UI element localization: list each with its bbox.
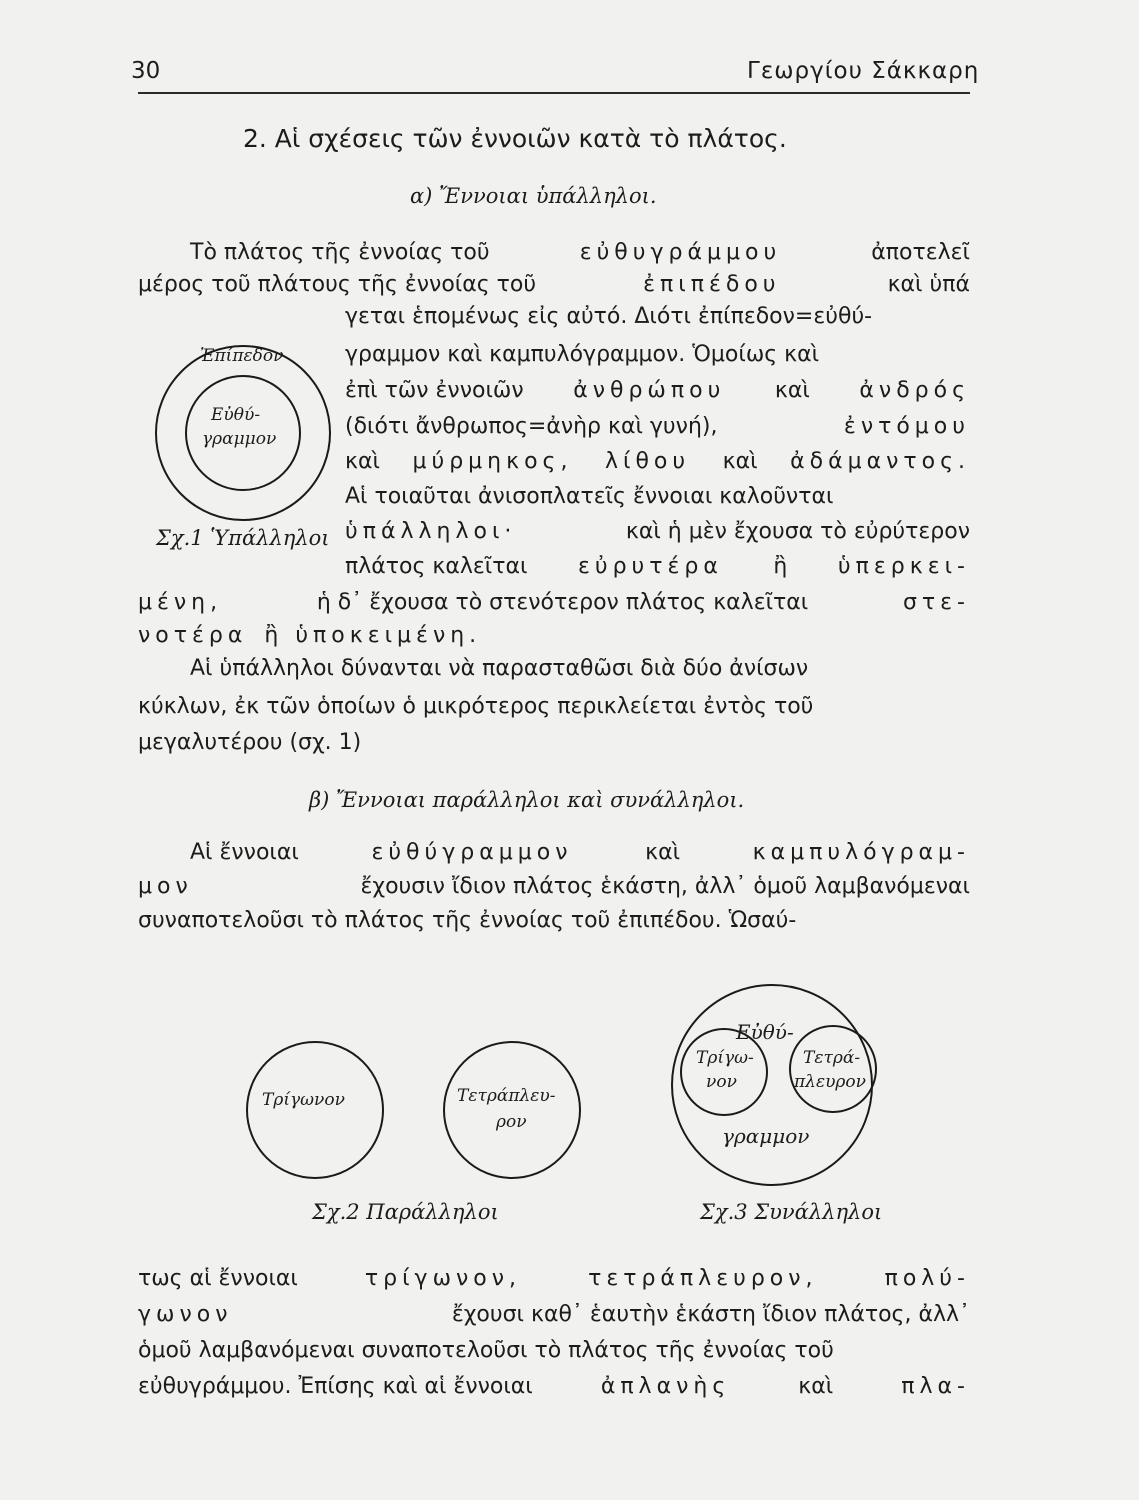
para1-line5 bbox=[345, 376, 970, 406]
text-run: Αἱ ὑπάλληλοι δύνανται νὰ παρασταθῶσι διὰ δύο ἀνίσων bbox=[190, 656, 809, 681]
para1-line4 bbox=[345, 340, 970, 370]
text-run: καὶ bbox=[774, 378, 810, 403]
spaced-term: μον bbox=[138, 874, 193, 899]
fig3-outer-label-bottom: γραμμον bbox=[722, 1124, 810, 1148]
text-run: ἔχουσι καθ᾽ ἑαυτὴν ἑκάστη ἴδιον πλάτος, ἀλλ᾽ bbox=[451, 1302, 970, 1327]
text-run: τως αἱ ἔννοιαι bbox=[138, 1266, 298, 1291]
fig3-left-label-1: Τρίγω- bbox=[696, 1048, 754, 1068]
spaced-term: εὐθυγράμμου bbox=[579, 240, 782, 265]
page-number: 30 bbox=[131, 58, 161, 84]
text-run: καὶ ἡ μὲν ἔχουσα τὸ εὐρύτερον bbox=[625, 519, 970, 544]
subsection-b-heading: β) Ἔννοιαι παράλληλοι καὶ συνάλληλοι. bbox=[309, 788, 745, 812]
text-run: ἔχουσιν ἴδιον πλάτος ἑκάστη, ἀλλ᾽ ὁμοῦ λαμβανόμεναι bbox=[360, 874, 970, 899]
text-run: μέρος τοῦ πλάτους τῆς ἐννοίας τοῦ bbox=[138, 272, 537, 297]
text-run: καὶ bbox=[345, 449, 380, 474]
spaced-term: νοτέρα bbox=[138, 623, 248, 648]
fig2-left-label: Τρίγωνον bbox=[262, 1090, 345, 1110]
spaced-term: ἀπλανὴς bbox=[600, 1374, 731, 1399]
spaced-term: ἀδάμαντος. bbox=[790, 449, 970, 474]
left-circle bbox=[247, 1042, 383, 1178]
para2-line3 bbox=[138, 728, 361, 758]
spaced-term: ὑποκειμένη. bbox=[295, 623, 482, 648]
para3-line2 bbox=[138, 872, 970, 902]
fig3-caption: Σχ.3 Συνάλληλοι bbox=[700, 1200, 883, 1224]
fig1-inner-label-1: Εὐθύ- bbox=[211, 405, 261, 425]
para1-line9 bbox=[345, 517, 970, 547]
para3-line3 bbox=[138, 906, 970, 936]
text-run: καὶ ὑπά bbox=[887, 272, 970, 297]
text-run: ἢ bbox=[264, 623, 279, 648]
para4-line4 bbox=[138, 1372, 970, 1402]
text-run: ἐπὶ τῶν ἐννοιῶν bbox=[345, 378, 524, 403]
spaced-term: εὐθύγραμμον bbox=[371, 840, 573, 865]
text-run: ὁμοῦ λαμβανόμεναι συναποτελοῦσι τὸ πλάτος τῆς ἐννοίας τοῦ bbox=[138, 1338, 834, 1363]
text-run: γεται ἑπομένως εἰς αὐτό. Διότι ἐπίπεδον=εὐθύ- bbox=[345, 304, 873, 329]
para2-line1 bbox=[190, 654, 970, 684]
section-title: 2. Αἱ σχέσεις τῶν ἐννοιῶν κατὰ τὸ πλάτος. bbox=[243, 124, 787, 153]
spaced-term: λίθου bbox=[604, 449, 691, 474]
fig2-right-label-2: ρον bbox=[496, 1112, 527, 1132]
spaced-term: πολύ- bbox=[884, 1266, 970, 1291]
text-run: ἢ bbox=[773, 554, 788, 579]
spaced-term: πλα- bbox=[901, 1374, 970, 1399]
para1-line2 bbox=[138, 270, 970, 300]
text-run: γραμμον καὶ καμπυλόγραμμον. Ὁμοίως καὶ bbox=[345, 342, 820, 367]
header-rule bbox=[138, 92, 970, 94]
spaced-term: ὑπερκει- bbox=[837, 554, 970, 579]
para3-line1 bbox=[190, 838, 970, 868]
spaced-term: καμπυλόγραμ- bbox=[752, 840, 970, 865]
spaced-term: τρίγωνον, bbox=[364, 1266, 522, 1291]
spaced-term: ἐπιπέδου bbox=[643, 272, 781, 297]
right-inner-circle bbox=[790, 1026, 876, 1112]
fig1-outer-label: Ἐπίπεδον bbox=[200, 346, 284, 366]
text-run: ἀποτελεῖ bbox=[871, 240, 970, 265]
para4-line3 bbox=[138, 1336, 970, 1366]
text-run: καὶ bbox=[645, 840, 681, 865]
figure-2-diagram bbox=[240, 1030, 600, 1190]
fig3-outer-label-top: Εὐθύ- bbox=[736, 1020, 794, 1044]
text-run: Αἱ ἔννοιαι bbox=[190, 840, 299, 865]
running-header-author: Γεωργίου Σάκκαρη bbox=[747, 58, 980, 84]
text-run: Τὸ πλάτος τῆς ἐννοίας τοῦ bbox=[190, 240, 490, 265]
spaced-term: μένη, bbox=[138, 590, 223, 615]
para1-line8 bbox=[345, 482, 970, 512]
spaced-term: τετράπλευρον, bbox=[588, 1266, 818, 1291]
para4-line2 bbox=[138, 1300, 970, 1330]
spaced-term: ὑπάλληλοι· bbox=[345, 519, 517, 544]
fig3-right-label-1: Τετρά- bbox=[803, 1048, 861, 1068]
fig2-right-label-1: Τετράπλευ- bbox=[457, 1086, 556, 1106]
text-run: (διότι ἄνθρωπος=ἀνὴρ καὶ γυνή), bbox=[345, 414, 718, 439]
text-run: πλάτος καλεῖται bbox=[345, 554, 528, 579]
text-run: καὶ bbox=[798, 1374, 834, 1399]
text-run: κύκλων, ἐκ τῶν ὁποίων ὁ μικρότερος περικλείεται ἐντὸς τοῦ bbox=[138, 694, 814, 719]
para1-line1 bbox=[190, 238, 970, 268]
text-run: εὐθυγράμμου. Ἐπίσης καὶ αἱ ἔννοιαι bbox=[138, 1374, 533, 1399]
fig1-caption: Σχ.1 Ὑπάλληλοι bbox=[156, 526, 330, 550]
para1-line12 bbox=[138, 621, 481, 651]
para1-line6 bbox=[345, 412, 970, 442]
fig2-caption: Σχ.2 Παράλληλοι bbox=[312, 1200, 499, 1224]
spaced-term: ἀνθρώπου bbox=[573, 378, 726, 403]
para1-line11 bbox=[138, 588, 970, 618]
para4-line1 bbox=[138, 1264, 970, 1294]
para1-line10 bbox=[345, 552, 970, 582]
spaced-term: ἀνδρός bbox=[859, 378, 970, 403]
spaced-term: στε- bbox=[902, 590, 970, 615]
subsection-a-heading: α) Ἔννοιαι ὑπάλληλοι. bbox=[410, 184, 657, 208]
spaced-term: γωνον bbox=[138, 1302, 233, 1327]
fig3-left-label-2: νον bbox=[706, 1072, 737, 1092]
spaced-term: μύρμηκος, bbox=[412, 449, 573, 474]
para1-line7 bbox=[345, 447, 970, 477]
text-run: Αἱ τοιαῦται ἀνισοπλατεῖς ἔννοιαι καλοῦνται bbox=[345, 484, 834, 509]
fig1-inner-label-2: γραμμον bbox=[202, 429, 277, 449]
text-run: ἡ δ᾽ ἔχουσα τὸ στενότερον πλάτος καλεῖται bbox=[316, 590, 809, 615]
fig3-right-label-2: πλευρον bbox=[794, 1072, 866, 1092]
text-run: μεγαλυτέρου (σχ. 1) bbox=[138, 730, 362, 755]
text-run: καὶ bbox=[722, 449, 758, 474]
spaced-term: ἐντόμου bbox=[843, 414, 970, 439]
para2-line2 bbox=[138, 692, 970, 722]
text-run: συναποτελοῦσι τὸ πλάτος τῆς ἐννοίας τοῦ ἐπιπέδου. Ὡσαύ- bbox=[138, 908, 797, 933]
spaced-term: εὐρυτέρα bbox=[577, 554, 723, 579]
para1-line3 bbox=[345, 302, 970, 332]
right-circle bbox=[444, 1042, 580, 1178]
